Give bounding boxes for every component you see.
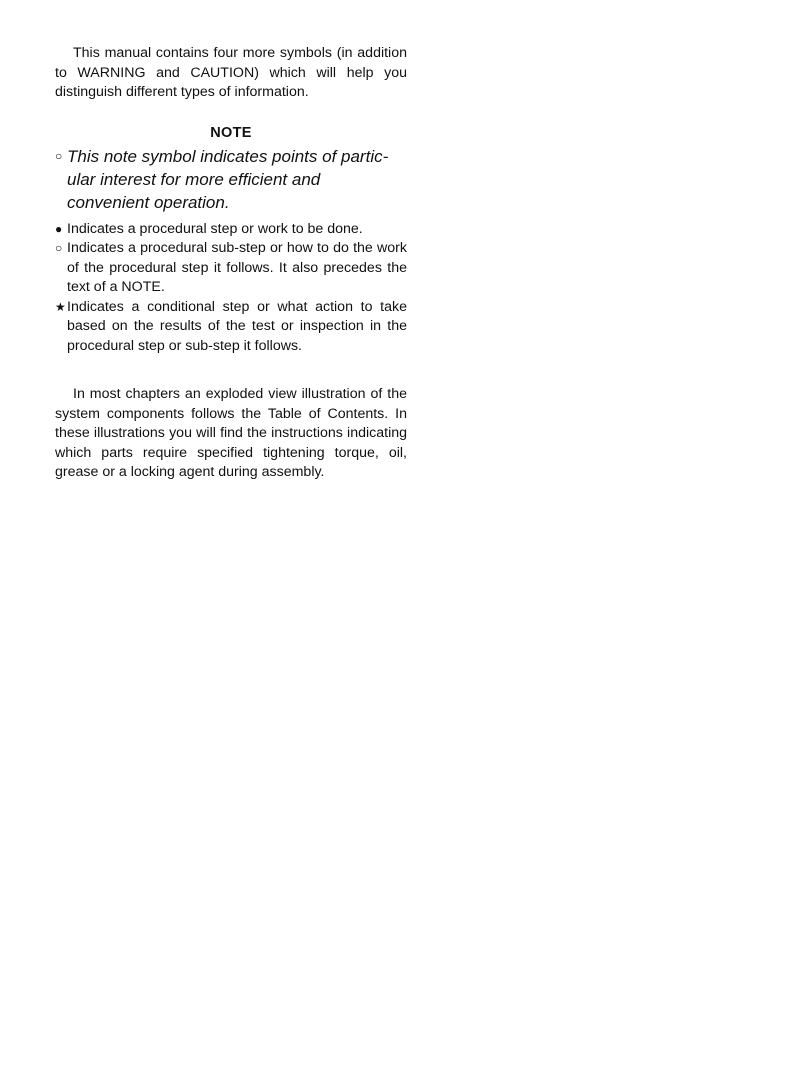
list-item-text: Indicates a procedural step or work to be done. bbox=[67, 220, 363, 237]
note-text: This note symbol indicates points of partic-ular interest for more efficient and convenient operation. bbox=[67, 146, 389, 212]
star-icon: ★ bbox=[55, 299, 66, 314]
list-item bbox=[55, 298, 407, 357]
filled-circle-icon: ● bbox=[55, 221, 63, 236]
closing-paragraph: In most chapters an exploded view illustration of the system components follows the Table of Contents. In these illustrations you will find the instructions indicating which parts require specified tightening torque, oil, grease or a locking agent during assembly. bbox=[55, 386, 407, 480]
symbol-list bbox=[55, 220, 407, 357]
list-item-text: Indicates a procedural sub-step or how to do the work of the procedural step it follows. It also precedes the text of a NOTE. bbox=[67, 240, 407, 295]
note-block bbox=[55, 145, 407, 214]
open-circle-icon: ○ bbox=[55, 148, 63, 163]
list-item-text: Indicates a conditional step or what action to take based on the results of the test or inspection in the procedural step or sub-step it follows. bbox=[67, 298, 407, 354]
open-circle-icon: ○ bbox=[55, 241, 63, 255]
manual-page bbox=[55, 44, 407, 483]
list-item bbox=[55, 220, 407, 240]
list-item bbox=[55, 239, 407, 298]
note-heading: NOTE bbox=[210, 124, 252, 141]
intro-paragraph: This manual contains four more symbols (in addition to WARNING and CAUTION) which will help you distinguish different types of information. bbox=[55, 45, 407, 100]
